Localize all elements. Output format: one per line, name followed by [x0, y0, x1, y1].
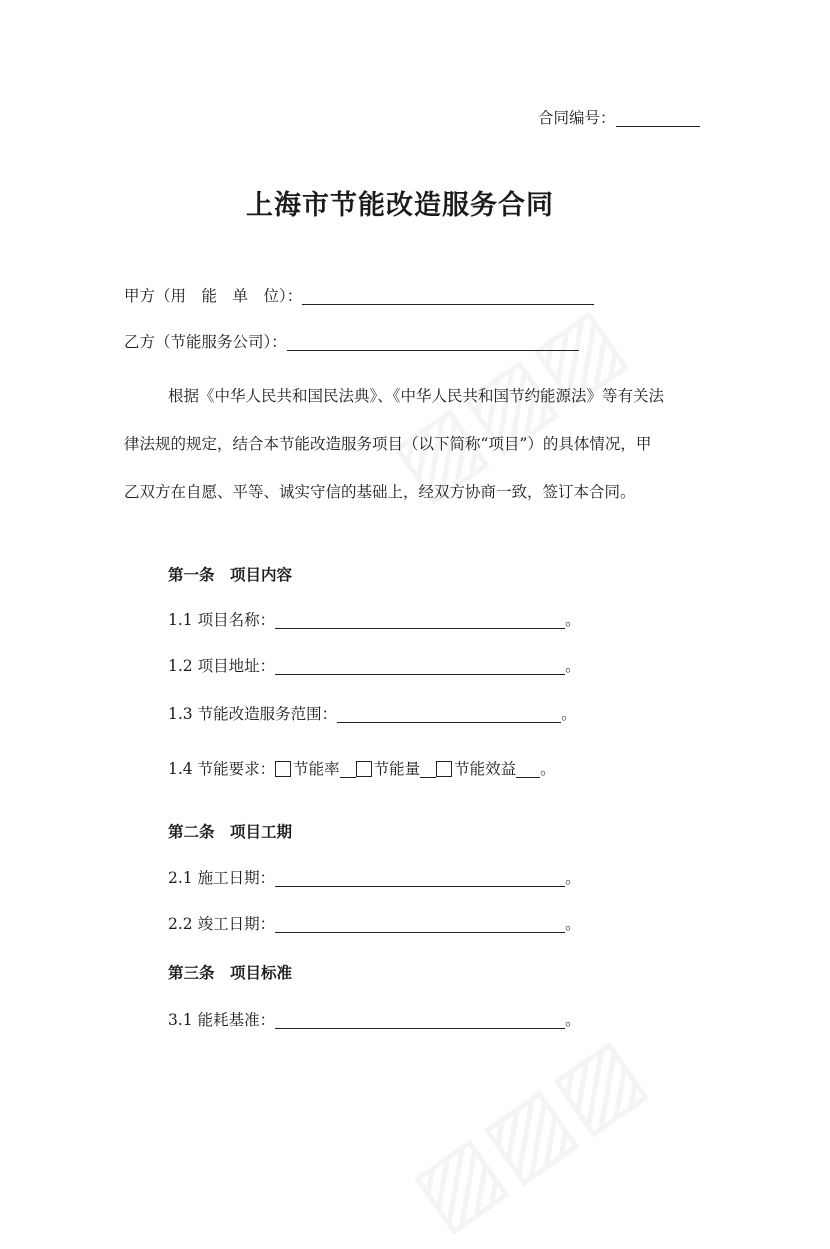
contract-number-label: 合同编号： — [538, 109, 616, 127]
period: 。 — [565, 869, 581, 887]
party-b-field[interactable] — [287, 334, 579, 351]
item-1-2 — [168, 656, 581, 676]
contract-number-line — [538, 108, 700, 128]
project-name-field[interactable] — [275, 612, 565, 629]
option-label: 节能效益 — [454, 760, 517, 778]
party-b-label: 乙方（节能服务公司）： — [124, 333, 287, 351]
period: 。 — [561, 705, 577, 723]
construction-date-field[interactable] — [275, 870, 565, 887]
item-1-1 — [168, 610, 581, 630]
contract-number-field[interactable] — [616, 110, 700, 127]
period: 。 — [540, 760, 556, 778]
energy-saving-amount-field[interactable] — [420, 761, 436, 778]
energy-baseline-field[interactable] — [275, 1012, 565, 1029]
energy-saving-rate-field[interactable] — [340, 761, 356, 778]
option-label: 节能率 — [293, 760, 340, 778]
item-label: 1.4 节能要求： — [168, 760, 276, 778]
item-label: 1.1 项目名称： — [168, 611, 276, 629]
item-1-3 — [168, 704, 577, 724]
item-label: 1.3 节能改造服务范围： — [168, 705, 338, 723]
period: 。 — [565, 915, 581, 933]
party-b-line — [124, 332, 579, 352]
item-1-4 — [168, 759, 556, 779]
completion-date-field[interactable] — [275, 916, 565, 933]
item-label: 1.2 项目地址： — [168, 657, 276, 675]
article-1-heading: 第一条 项目内容 — [168, 565, 293, 584]
party-a-line — [124, 286, 594, 306]
project-address-field[interactable] — [275, 658, 565, 675]
preamble-line: 乙双方在自愿、平等、诚实守信的基础上，经双方协商一致，签订本合同。 — [124, 483, 636, 501]
item-2-1 — [168, 868, 581, 888]
item-2-2 — [168, 914, 581, 934]
checkbox-energy-saving-rate[interactable] — [275, 761, 291, 777]
preamble-line: 律法规的规定，结合本节能改造服务项目（以下简称“项目”）的具体情况，甲 — [124, 435, 652, 453]
document-title: 上海市节能改造服务合同 — [246, 190, 554, 221]
service-scope-field[interactable] — [337, 706, 561, 723]
period: 。 — [565, 657, 581, 675]
checkbox-energy-saving-benefit[interactable] — [436, 761, 452, 777]
energy-saving-benefit-field[interactable] — [516, 761, 540, 778]
party-a-field[interactable] — [302, 288, 594, 305]
option-label: 节能量 — [373, 760, 421, 778]
period: 。 — [565, 611, 581, 629]
item-label: 2.2 竣工日期： — [168, 915, 276, 933]
article-2-heading: 第二条 项目工期 — [168, 822, 293, 841]
preamble-line: 根据《中华人民共和国民法典》、《中华人民共和国节约能源法》等有关法 — [168, 387, 665, 405]
checkbox-energy-saving-amount[interactable] — [356, 761, 372, 777]
item-3-1 — [168, 1010, 581, 1030]
period: 。 — [565, 1011, 581, 1029]
item-label: 2.1 施工日期： — [168, 869, 276, 887]
item-label: 3.1 能耗基准： — [168, 1011, 276, 1029]
article-3-heading: 第三条 项目标准 — [168, 963, 293, 982]
party-a-label: 甲方（用 能 单 位）： — [124, 287, 303, 305]
watermark — [393, 1016, 662, 1248]
